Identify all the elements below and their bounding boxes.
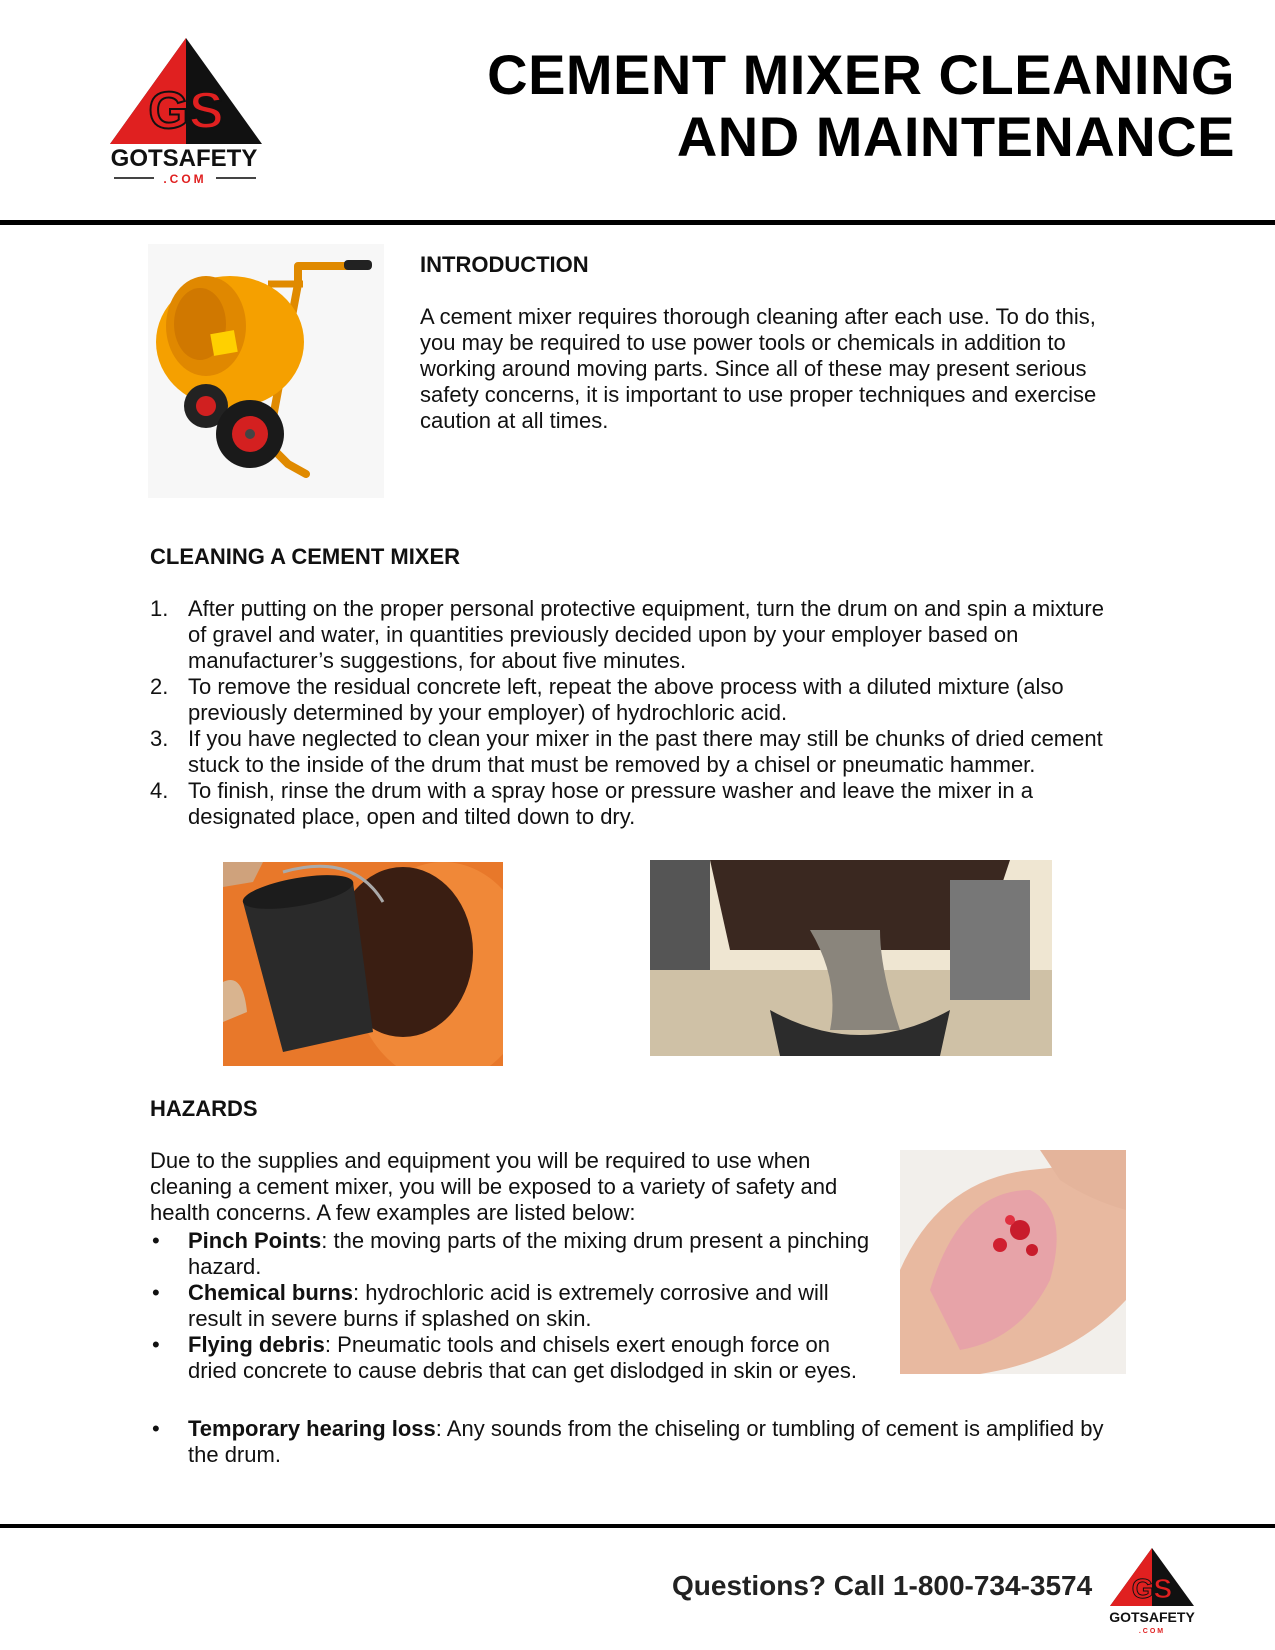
hazard-desc: : Any sounds from the chiseling or tumbling of cement is amplified by the drum. (188, 1416, 1104, 1467)
footer-contact: Questions? Call 1-800-734-3574 (672, 1570, 1093, 1601)
gotsafety-logo (108, 36, 280, 196)
hazards-list (150, 1228, 870, 1384)
list-item (150, 1332, 870, 1384)
logo-small-monogram: GS (1131, 1573, 1173, 1604)
logo-domain-text: .COM (163, 172, 207, 186)
bullet: • (152, 1280, 160, 1305)
logo-brand-text: GOTSAFETY (110, 145, 258, 172)
list-item (150, 674, 1116, 726)
list-item (150, 778, 1116, 830)
hazards-intro: Due to the supplies and equipment you will be required to use when cleaning a cement mixer, you will be exposed to a variety of safety and health concerns. A few examples are listed below: (150, 1148, 838, 1225)
gotsafety-logo-small (1108, 1546, 1198, 1636)
intro-heading: INTRODUCTION (420, 252, 589, 277)
hazard-term: Chemical burns (188, 1280, 354, 1305)
step-text: If you have neglected to clean your mixer in the past there may still be chunks of dried cement stuck to the inside of the drum that must be removed by a chisel or pneumatic hammer. (188, 726, 1103, 777)
step-number: 4. (150, 778, 169, 803)
list-item (150, 1416, 1116, 1468)
hazards-list-continued (150, 1416, 1116, 1468)
list-item (150, 1280, 870, 1332)
hazard-term: Temporary hearing loss (188, 1416, 436, 1441)
header-divider (0, 220, 1275, 225)
step-text: After putting on the proper personal protective equipment, turn the drum on and spin a mixture of gravel and water, in quantities previously decided upon by your employer based on manufacturer’s suggestions, for about five minutes. (188, 596, 1104, 673)
step-text: To finish, rinse the drum with a spray hose or pressure washer and leave the mixer in a designated place, open and tilted down to dry. (188, 778, 1033, 829)
intro-paragraph: A cement mixer requires thorough cleaning after each use. To do this, you may be required to use power tools or chemicals in addition to working around moving parts. Since all of these may present serious safety concerns, it is important to use proper techniques and exercise caution at all times. (420, 304, 1097, 433)
logo-small-brand-text: GOTSAFETY (1109, 1609, 1195, 1625)
cleaning-heading: CLEANING A CEMENT MIXER (150, 544, 461, 569)
cleaning-steps-list (150, 596, 1116, 830)
list-item (150, 726, 1116, 778)
hazard-term: Flying debris (188, 1332, 325, 1357)
hazard-desc: : hydrochloric acid is extremely corrosive and will result in severe burns if splashed on skin. (188, 1280, 829, 1331)
step-number: 1. (150, 596, 169, 621)
cement-mixer-image (148, 244, 384, 498)
title-line-1: CEMENT MIXER CLEANING (487, 43, 1235, 106)
list-item (150, 1228, 870, 1280)
bullet: • (152, 1228, 160, 1253)
step-number: 3. (150, 726, 169, 751)
mixer-emptying-photo (650, 860, 1052, 1056)
bullet: • (152, 1416, 160, 1441)
page-title (487, 44, 1235, 168)
footer-divider (0, 1524, 1275, 1528)
bucket-into-mixer-photo (223, 862, 503, 1066)
logo-small-domain-text: .COM (1138, 1628, 1166, 1635)
hazards-heading: HAZARDS (150, 1096, 258, 1121)
chemical-burn-photo (900, 1150, 1126, 1374)
step-number: 2. (150, 674, 169, 699)
step-text: To remove the residual concrete left, repeat the above process with a diluted mixture (also previously determined by your employer) of hydrochloric acid. (188, 674, 1064, 725)
hazard-desc: : Pneumatic tools and chisels exert enough force on dried concrete to cause debris that can get dislodged in skin or eyes. (188, 1332, 857, 1383)
list-item (150, 596, 1116, 674)
hazard-desc: : the moving parts of the mixing drum present a pinching hazard. (188, 1228, 870, 1279)
logo-monogram: GS (148, 82, 224, 140)
hazard-term: Pinch Points (188, 1228, 322, 1253)
bullet: • (152, 1332, 160, 1357)
title-line-2: AND MAINTENANCE (676, 105, 1235, 168)
